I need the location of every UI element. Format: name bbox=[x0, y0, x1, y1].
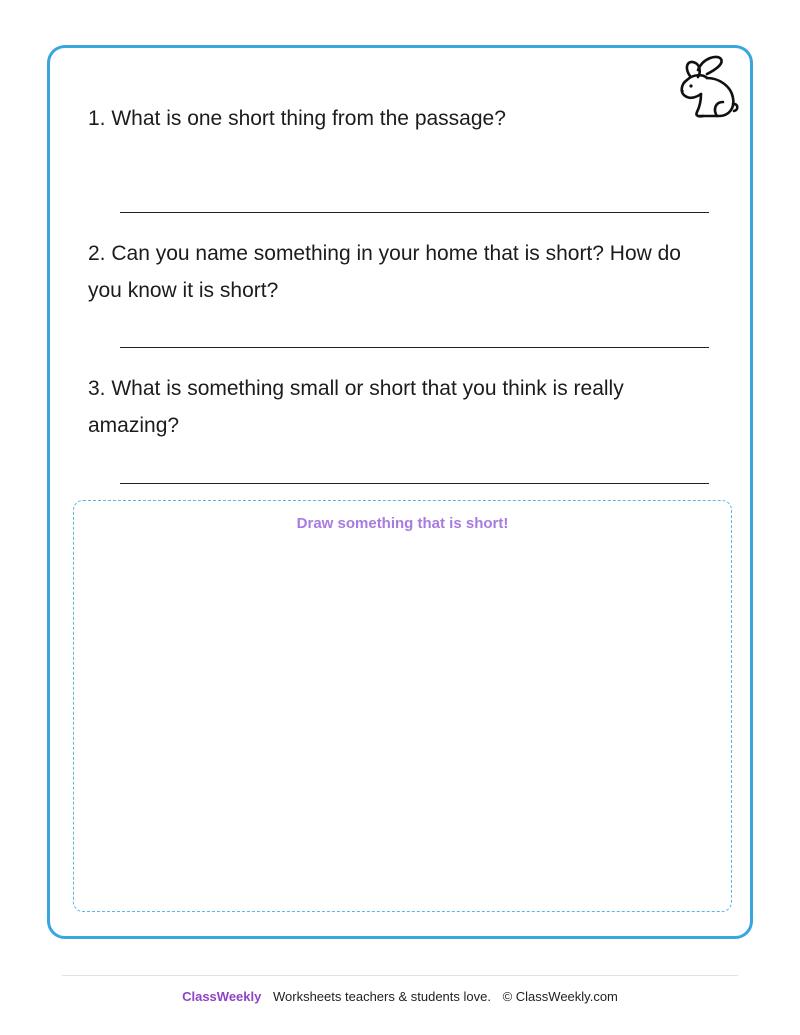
drawing-area[interactable] bbox=[73, 500, 732, 912]
question-2: 2. Can you name something in your home that is short? How do you know it is short? bbox=[88, 242, 681, 302]
footer-brand: ClassWeekly bbox=[182, 989, 262, 1004]
answer-line-2[interactable] bbox=[120, 347, 709, 348]
answer-line-1[interactable] bbox=[120, 212, 709, 213]
drawing-prompt: Draw something that is short! bbox=[296, 515, 509, 532]
question-1: 1. What is one short thing from the passage? bbox=[88, 107, 506, 130]
footer-divider bbox=[62, 975, 738, 976]
question-3: 3. What is something small or short that you think is really amazing? bbox=[88, 377, 624, 437]
footer-tagline: Worksheets teachers & students love. bbox=[272, 989, 491, 1004]
footer-copyright: © ClassWeekly.com bbox=[502, 989, 618, 1004]
footer bbox=[0, 989, 800, 1004]
answer-line-3[interactable] bbox=[120, 483, 709, 484]
